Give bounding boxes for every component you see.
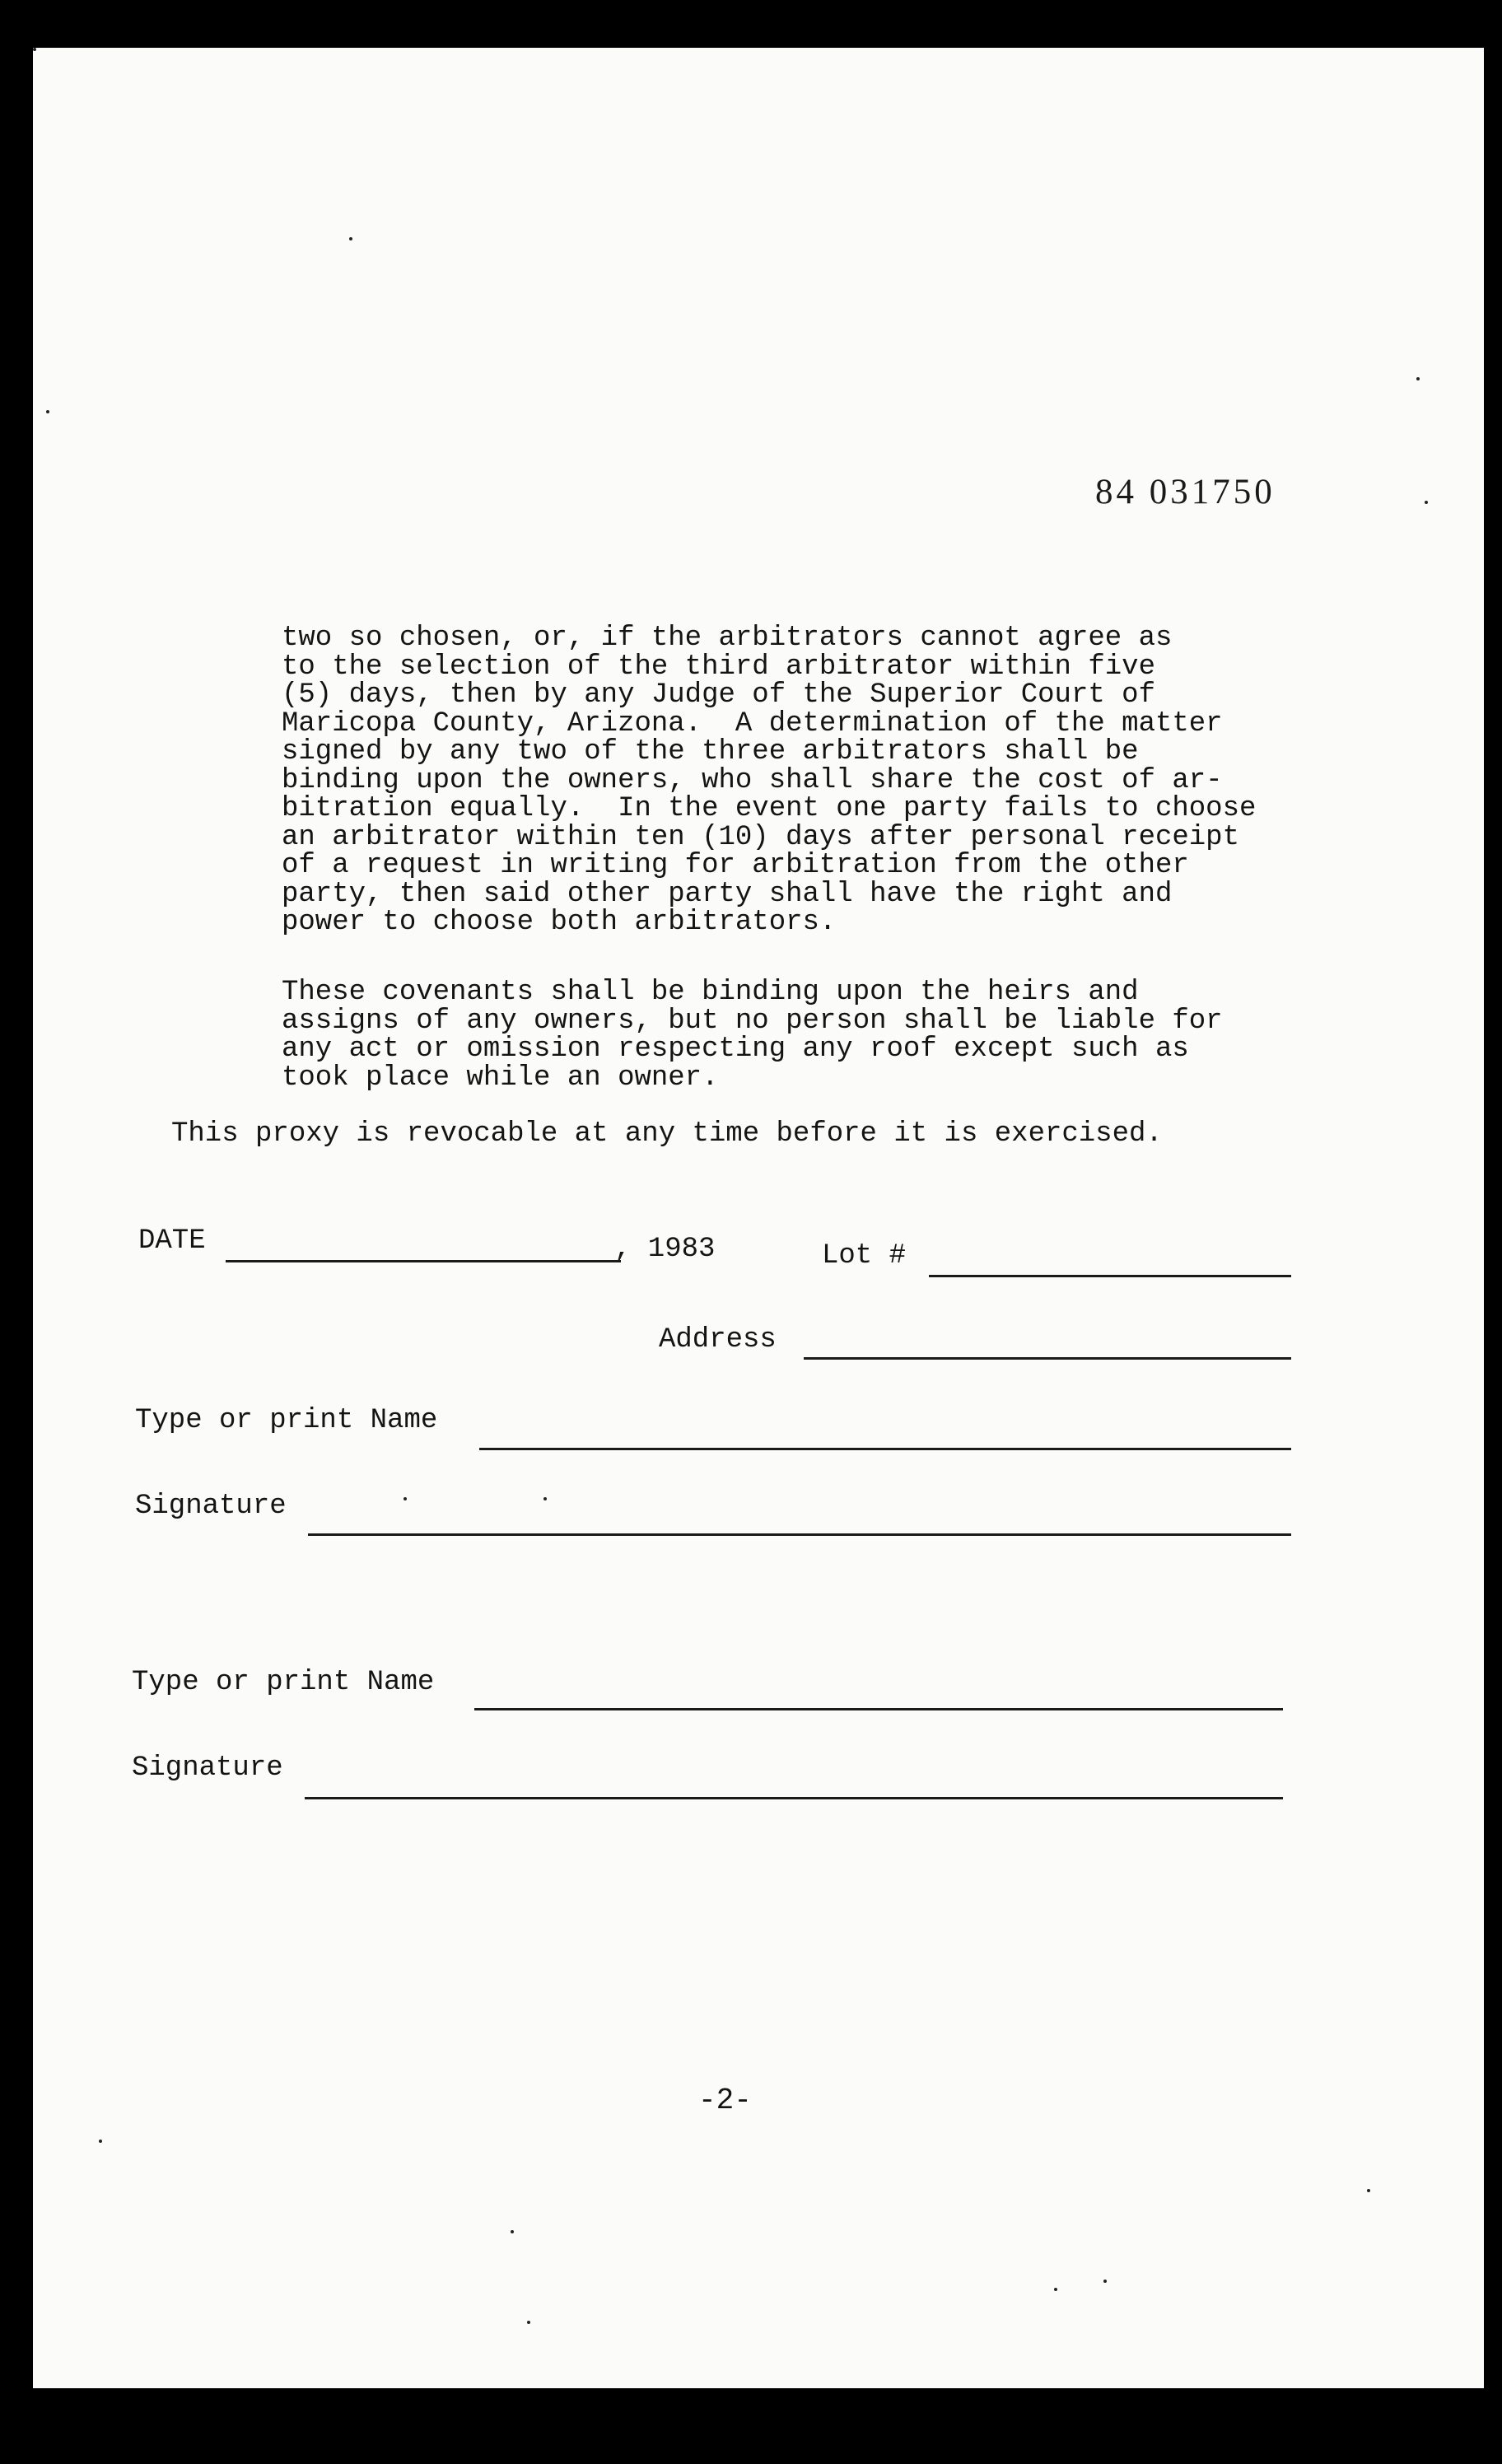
signature-line-1[interactable] <box>308 1533 1291 1536</box>
scan-speck <box>99 2140 102 2143</box>
scan-speck <box>33 48 36 51</box>
signature-label-1: Signature <box>135 1491 287 1522</box>
scan-margin-left <box>0 0 33 2464</box>
scan-speck <box>46 410 49 413</box>
print-name-line-2[interactable] <box>474 1708 1283 1710</box>
lot-field-line[interactable] <box>929 1275 1291 1277</box>
date-field-line[interactable] <box>226 1260 621 1262</box>
scan-speck <box>543 1497 547 1500</box>
signature-label-2: Signature <box>132 1752 283 1784</box>
scan-speck <box>403 1497 407 1500</box>
scan-speck <box>1367 2189 1370 2192</box>
scan-speck <box>1054 2288 1057 2291</box>
proxy-statement: This proxy is revocable at any time before it is exercised. <box>171 1118 1163 1150</box>
scan-speck <box>527 2321 530 2324</box>
arbitration-paragraph: two so chosen, or, if the arbitrators cannot agree as to the selection of the third arbitrator within five (5) days, then by any Judge of the Superior Court of Maricopa County, Arizona. A determination of the matter signed by any two of the three arbitrators shall be binding upon the owners, who shall share the cost of ar- bitration equally. In the event one party fails to choose an arbitrator within ten (10) days after personal receipt of a request in writing for arbitration from the other party, then said other party shall have the right and power to choose both arbitrators. <box>282 623 1257 938</box>
scan-speck <box>349 237 352 240</box>
document-number: 84 031750 <box>1095 473 1276 511</box>
print-name-label-2: Type or print Name <box>132 1667 435 1698</box>
scan-speck <box>511 2230 514 2233</box>
print-name-label-1: Type or print Name <box>135 1405 438 1436</box>
year-text: , 1983 <box>614 1234 716 1265</box>
print-name-line-1[interactable] <box>479 1448 1291 1450</box>
address-label: Address <box>659 1324 777 1356</box>
document-page <box>33 48 1484 2388</box>
scan-speck <box>1416 377 1420 380</box>
scan-speck <box>1103 2280 1107 2283</box>
lot-label: Lot # <box>822 1240 907 1272</box>
scan-speck <box>1425 501 1428 504</box>
covenants-paragraph: These covenants shall be binding upon the heirs and assigns of any owners, but no person shall be liable for any act or omission respecting any roof except such as took place while an owner. <box>282 977 1223 1094</box>
date-label: DATE <box>138 1225 206 1257</box>
address-field-line[interactable] <box>804 1357 1291 1360</box>
page-number: -2- <box>698 2084 752 2117</box>
signature-line-2[interactable] <box>305 1797 1283 1799</box>
